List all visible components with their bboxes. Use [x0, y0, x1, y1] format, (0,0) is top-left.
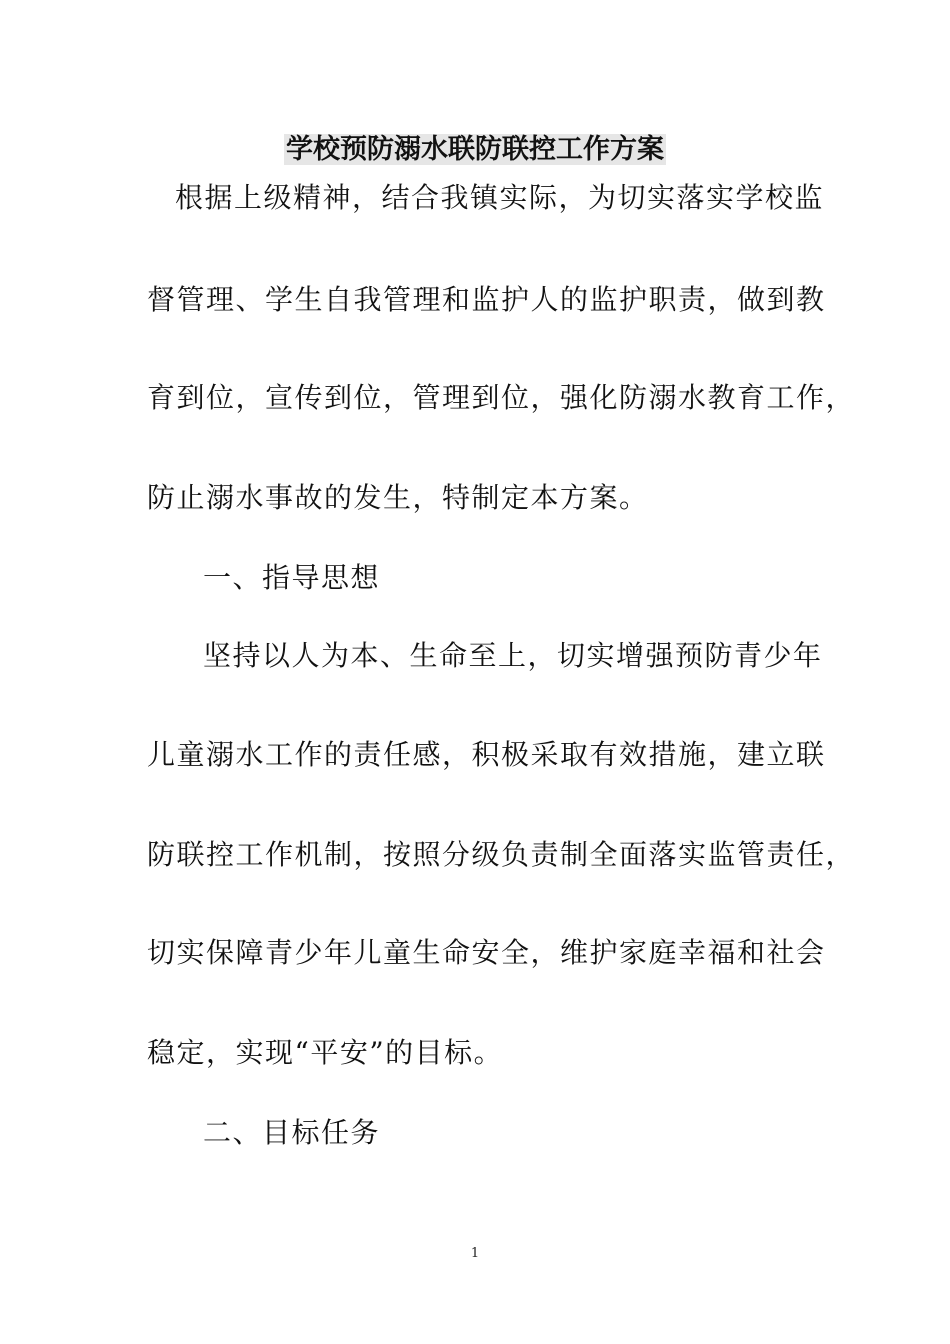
document-title [0, 130, 950, 170]
section1-line-1: 坚持以人为本、生命至上，切实增强预防青少年 [203, 639, 823, 672]
page-number: 1 [470, 1246, 480, 1261]
intro-line-1: 根据上级精神，结合我镇实际，为切实落实学校监 [175, 181, 825, 214]
intro-line-4: 防止溺水事故的发生，特制定本方案。 [147, 481, 649, 514]
section1-line-5: 稳定，实现“平安”的目标。 [147, 1036, 504, 1069]
intro-line-2: 督管理、学生自我管理和监护人的监护职责，做到教 [147, 283, 826, 316]
section1-line-3: 防联控工作机制，按照分级负责制全面落实监管责任， [147, 838, 856, 871]
section-heading-guiding-thought: 一、指导思想 [203, 561, 381, 594]
section-heading-goals-tasks: 二、目标任务 [203, 1116, 381, 1149]
document-title-text: 学校预防溺水联防联控工作方案 [286, 134, 664, 165]
intro-line-3: 育到位，宣传到位，管理到位，强化防溺水教育工作， [147, 381, 856, 414]
section1-line-2: 儿童溺水工作的责任感，积极采取有效措施，建立联 [147, 738, 826, 771]
section1-line-4: 切实保障青少年儿童生命安全，维护家庭幸福和社会 [147, 936, 826, 969]
